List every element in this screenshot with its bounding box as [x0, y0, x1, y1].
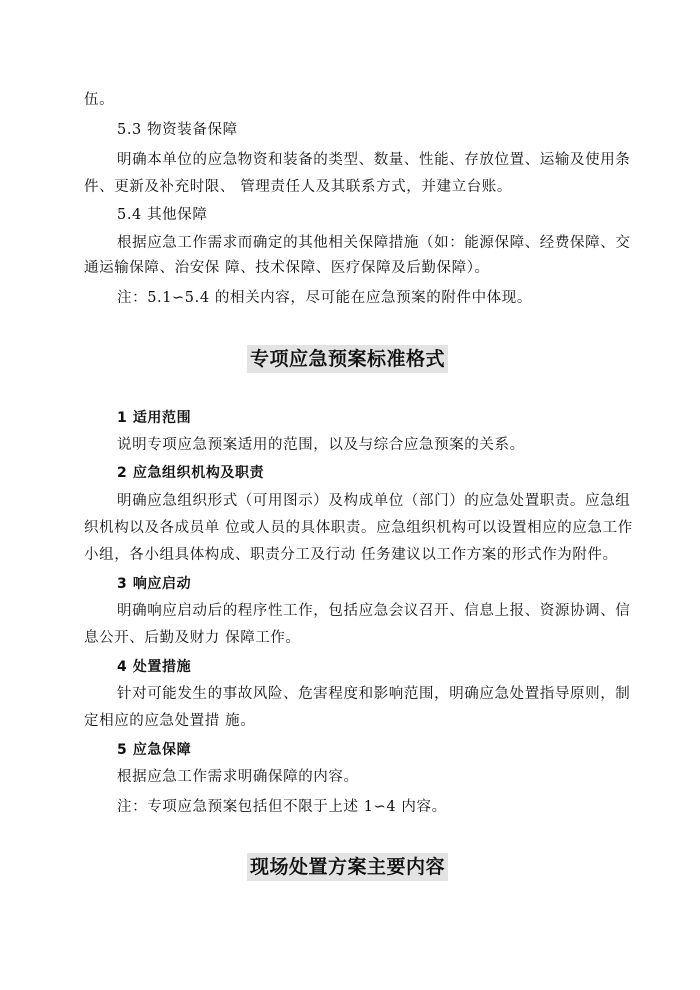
text-line: 根据应急工作需求明确保障的内容。: [117, 769, 359, 785]
text-line: 说明专项应急预案适用的范围，以及与综合应急预案的关系。: [117, 437, 525, 453]
heading-4: 4 处置措施: [117, 659, 192, 675]
heading-3: 3 响应启动: [117, 576, 192, 592]
text-line: 针对可能发生的事故风险、危害程度和影响范围，明确应急处置指导原则，制: [117, 686, 631, 702]
note-line: 注：5.1∽5.4 的相关内容，尽可能在应急预案的附件中体现。: [117, 290, 532, 306]
text-line: 伍。: [84, 92, 115, 108]
heading-5: 5 应急保障: [117, 742, 192, 758]
text-line: 小组，各小组具体构成、职责分工及行动 任务建议以工作方案的形式作为附件。: [84, 547, 618, 563]
text-line: 根据应急工作需求而确定的其他相关保障措施（如：能源保障、经费保障、交: [117, 235, 631, 251]
subheading-5-3: 5.3 物资装备保障: [117, 122, 238, 138]
subheading-5-4: 5.4 其他保障: [117, 207, 208, 223]
text-line: 定相应的应急处置措 施。: [84, 713, 256, 729]
text-line: 明确响应启动后的程序性工作，包括应急会议召开、信息上报、资源协调、信: [117, 603, 631, 619]
heading-1: 1 适用范围: [117, 410, 192, 426]
text-line: 明确应急组织形式（可用图示）及构成单位（部门）的应急处置职责。应急组: [117, 493, 631, 509]
text-line: 织机构以及各成员单 位或人员的具体职责。应急组织机构可以设置相应的应急工作: [84, 520, 633, 536]
text-line: 件、更新及补充时限、 管理责任人及其联系方式，并建立台账。: [84, 179, 513, 195]
section-title-special-plan: 专项应急预案标准格式: [247, 345, 448, 373]
text-line: 息公开、后勤及财力 保障工作。: [84, 630, 301, 646]
text-line: 通运输保障、治安保 障、技术保障、医疗保障及后勤保障）。: [84, 260, 490, 276]
note-line: 注：专项应急预案包括但不限于上述 1∽4 内容。: [117, 799, 447, 815]
text-line: 明确本单位的应急物资和装备的类型、数量、性能、存放位置、运输及使用条: [117, 152, 631, 168]
section-title-onsite-plan: 现场处置方案主要内容: [247, 853, 448, 881]
heading-2: 2 应急组织机构及职责: [117, 465, 265, 481]
